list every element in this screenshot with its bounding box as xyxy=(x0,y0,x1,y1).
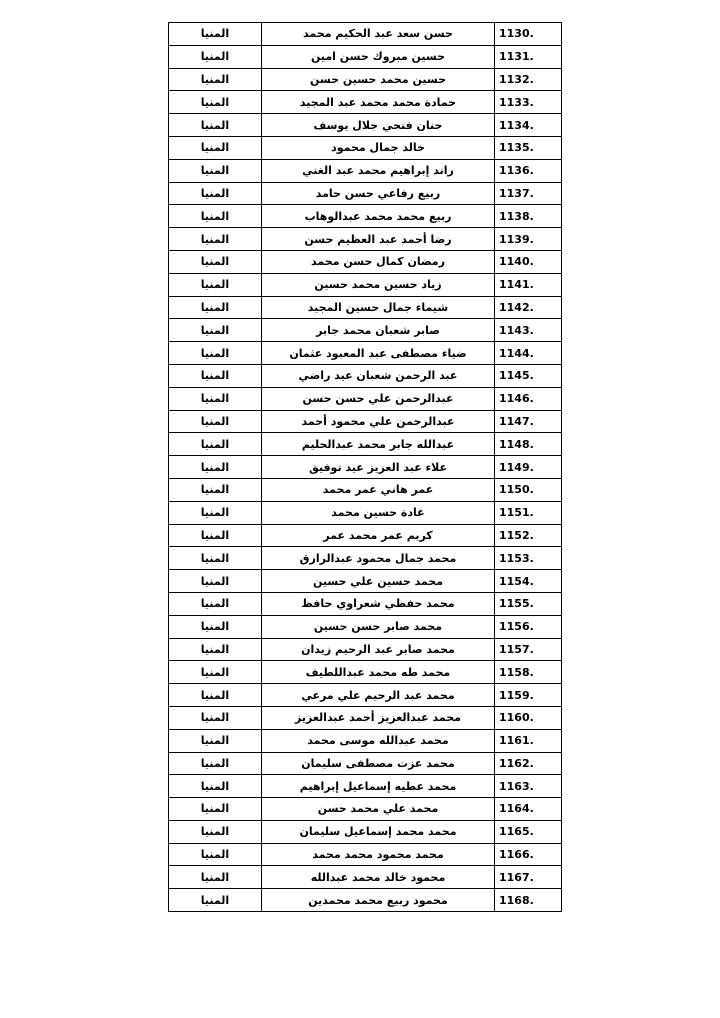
name-cell: ربيع رفاعي حسن حامد xyxy=(262,182,495,205)
number-cell: 1138. xyxy=(495,205,562,228)
governorate-cell: المنيا xyxy=(169,501,262,524)
number-cell: 1168. xyxy=(495,889,562,912)
name-cell: محمد صابر حسن حسين xyxy=(262,615,495,638)
governorate-cell: المنيا xyxy=(169,23,262,46)
number-cell: 1158. xyxy=(495,661,562,684)
name-cell: محمد محمد إسماعيل سليمان xyxy=(262,820,495,843)
table-row xyxy=(169,478,562,501)
name-cell: محمد عبدالعزيز أحمد عبدالعزيز xyxy=(262,706,495,729)
table-row xyxy=(169,615,562,638)
governorate-cell: المنيا xyxy=(169,228,262,251)
name-cell: خالد جمال محمود xyxy=(262,136,495,159)
governorate-cell: المنيا xyxy=(169,159,262,182)
governorate-cell: المنيا xyxy=(169,364,262,387)
name-cell: محمد عبدالله موسى محمد xyxy=(262,729,495,752)
name-cell: عبد الرحمن شعبان عيد راضي xyxy=(262,364,495,387)
table-row xyxy=(169,228,562,251)
governorate-cell: المنيا xyxy=(169,570,262,593)
name-cell: غادة حسين محمد xyxy=(262,501,495,524)
number-cell: 1146. xyxy=(495,387,562,410)
number-cell: 1147. xyxy=(495,410,562,433)
name-cell: محمد حفظي شعراوي حافظ xyxy=(262,592,495,615)
number-cell: 1152. xyxy=(495,524,562,547)
governorate-cell: المنيا xyxy=(169,889,262,912)
name-cell: رضا أحمد عبد العظيم حسن xyxy=(262,228,495,251)
governorate-cell: المنيا xyxy=(169,478,262,501)
table-row xyxy=(169,729,562,752)
governorate-cell: المنيا xyxy=(169,296,262,319)
table-row xyxy=(169,775,562,798)
table-row xyxy=(169,456,562,479)
governorate-cell: المنيا xyxy=(169,182,262,205)
number-cell: 1140. xyxy=(495,250,562,273)
table-row xyxy=(169,159,562,182)
governorate-cell: المنيا xyxy=(169,456,262,479)
table-row xyxy=(169,364,562,387)
number-cell: 1157. xyxy=(495,638,562,661)
governorate-cell: المنيا xyxy=(169,820,262,843)
governorate-cell: المنيا xyxy=(169,45,262,68)
table-row xyxy=(169,547,562,570)
governorate-cell: المنيا xyxy=(169,387,262,410)
names-table-body xyxy=(169,23,562,912)
table-row xyxy=(169,501,562,524)
governorate-cell: المنيا xyxy=(169,798,262,821)
table-row xyxy=(169,296,562,319)
number-cell: 1148. xyxy=(495,433,562,456)
name-cell: شيماء جمال حسين المجيد xyxy=(262,296,495,319)
name-cell: محمد محمود محمد محمد xyxy=(262,843,495,866)
number-cell: 1163. xyxy=(495,775,562,798)
name-cell: حسين محمد حسين حسن xyxy=(262,68,495,91)
number-cell: 1132. xyxy=(495,68,562,91)
name-cell: رمضان كمال حسن محمد xyxy=(262,250,495,273)
number-cell: 1137. xyxy=(495,182,562,205)
governorate-cell: المنيا xyxy=(169,615,262,638)
name-cell: محمود خالد محمد عبدالله xyxy=(262,866,495,889)
names-table xyxy=(168,22,562,912)
number-cell: 1134. xyxy=(495,114,562,137)
table-row xyxy=(169,866,562,889)
name-cell: محمود ربيع محمد محمدين xyxy=(262,889,495,912)
name-cell: حسن سعد عبد الحكيم محمد xyxy=(262,23,495,46)
name-cell: محمد عزت مصطفى سليمان xyxy=(262,752,495,775)
table-row xyxy=(169,661,562,684)
name-cell: زياد حسين محمد حسين xyxy=(262,273,495,296)
number-cell: 1161. xyxy=(495,729,562,752)
governorate-cell: المنيا xyxy=(169,250,262,273)
governorate-cell: المنيا xyxy=(169,410,262,433)
name-cell: صابر شعبان محمد جابر xyxy=(262,319,495,342)
table-row xyxy=(169,319,562,342)
governorate-cell: المنيا xyxy=(169,775,262,798)
name-cell: حنان فتحي جلال يوسف xyxy=(262,114,495,137)
number-cell: 1150. xyxy=(495,478,562,501)
governorate-cell: المنيا xyxy=(169,524,262,547)
governorate-cell: المنيا xyxy=(169,68,262,91)
governorate-cell: المنيا xyxy=(169,684,262,707)
number-cell: 1165. xyxy=(495,820,562,843)
governorate-cell: المنيا xyxy=(169,91,262,114)
table-row xyxy=(169,433,562,456)
name-cell: حسين مبروك حسن امين xyxy=(262,45,495,68)
table-row xyxy=(169,68,562,91)
governorate-cell: المنيا xyxy=(169,866,262,889)
governorate-cell: المنيا xyxy=(169,319,262,342)
number-cell: 1153. xyxy=(495,547,562,570)
number-cell: 1142. xyxy=(495,296,562,319)
number-cell: 1162. xyxy=(495,752,562,775)
table-row xyxy=(169,23,562,46)
name-cell: محمد حسين علي حسين xyxy=(262,570,495,593)
governorate-cell: المنيا xyxy=(169,136,262,159)
governorate-cell: المنيا xyxy=(169,114,262,137)
governorate-cell: المنيا xyxy=(169,592,262,615)
number-cell: 1130. xyxy=(495,23,562,46)
name-cell: محمد صابر عبد الرحيم زيدان xyxy=(262,638,495,661)
table-row xyxy=(169,684,562,707)
number-cell: 1136. xyxy=(495,159,562,182)
name-cell: عبدالله جابر محمد عبدالحليم xyxy=(262,433,495,456)
number-cell: 1155. xyxy=(495,592,562,615)
governorate-cell: المنيا xyxy=(169,706,262,729)
governorate-cell: المنيا xyxy=(169,205,262,228)
table-row xyxy=(169,798,562,821)
table-row xyxy=(169,570,562,593)
name-cell: عمر هاني عمر محمد xyxy=(262,478,495,501)
number-cell: 1160. xyxy=(495,706,562,729)
number-cell: 1166. xyxy=(495,843,562,866)
table-row xyxy=(169,889,562,912)
governorate-cell: المنيا xyxy=(169,661,262,684)
table-row xyxy=(169,250,562,273)
name-cell: ضياء مصطفى عبد المعبود عثمان xyxy=(262,342,495,365)
number-cell: 1149. xyxy=(495,456,562,479)
document-page xyxy=(168,22,552,912)
table-row xyxy=(169,638,562,661)
table-row xyxy=(169,820,562,843)
governorate-cell: المنيا xyxy=(169,752,262,775)
table-row xyxy=(169,136,562,159)
number-cell: 1159. xyxy=(495,684,562,707)
table-row xyxy=(169,45,562,68)
number-cell: 1139. xyxy=(495,228,562,251)
governorate-cell: المنيا xyxy=(169,433,262,456)
number-cell: 1144. xyxy=(495,342,562,365)
number-cell: 1141. xyxy=(495,273,562,296)
governorate-cell: المنيا xyxy=(169,273,262,296)
name-cell: راند إبراهيم محمد عبد الغني xyxy=(262,159,495,182)
number-cell: 1133. xyxy=(495,91,562,114)
table-row xyxy=(169,342,562,365)
number-cell: 1167. xyxy=(495,866,562,889)
name-cell: محمد طه محمد عبداللطيف xyxy=(262,661,495,684)
name-cell: عبدالرحمن علي محمود أحمد xyxy=(262,410,495,433)
table-row xyxy=(169,843,562,866)
name-cell: كريم عمر محمد عمر xyxy=(262,524,495,547)
number-cell: 1143. xyxy=(495,319,562,342)
table-row xyxy=(169,524,562,547)
table-row xyxy=(169,592,562,615)
table-row xyxy=(169,387,562,410)
table-row xyxy=(169,182,562,205)
name-cell: علاء عبد العزيز عيد توفيق xyxy=(262,456,495,479)
number-cell: 1156. xyxy=(495,615,562,638)
governorate-cell: المنيا xyxy=(169,638,262,661)
name-cell: عبدالرحمن علي حسن حسن xyxy=(262,387,495,410)
governorate-cell: المنيا xyxy=(169,342,262,365)
table-row xyxy=(169,205,562,228)
table-row xyxy=(169,706,562,729)
name-cell: محمد علي محمد حسن xyxy=(262,798,495,821)
name-cell: محمد عطيه إسماعيل إبراهيم xyxy=(262,775,495,798)
number-cell: 1164. xyxy=(495,798,562,821)
name-cell: حمادة محمد محمد عبد المجيد xyxy=(262,91,495,114)
table-row xyxy=(169,114,562,137)
table-row xyxy=(169,410,562,433)
governorate-cell: المنيا xyxy=(169,843,262,866)
name-cell: محمد جمال محمود عبدالرازق xyxy=(262,547,495,570)
number-cell: 1135. xyxy=(495,136,562,159)
name-cell: ربيع محمد محمد عبدالوهاب xyxy=(262,205,495,228)
number-cell: 1145. xyxy=(495,364,562,387)
number-cell: 1151. xyxy=(495,501,562,524)
number-cell: 1154. xyxy=(495,570,562,593)
number-cell: 1131. xyxy=(495,45,562,68)
governorate-cell: المنيا xyxy=(169,547,262,570)
name-cell: محمد عبد الرحيم علي مرعي xyxy=(262,684,495,707)
table-row xyxy=(169,752,562,775)
governorate-cell: المنيا xyxy=(169,729,262,752)
table-row xyxy=(169,91,562,114)
table-row xyxy=(169,273,562,296)
